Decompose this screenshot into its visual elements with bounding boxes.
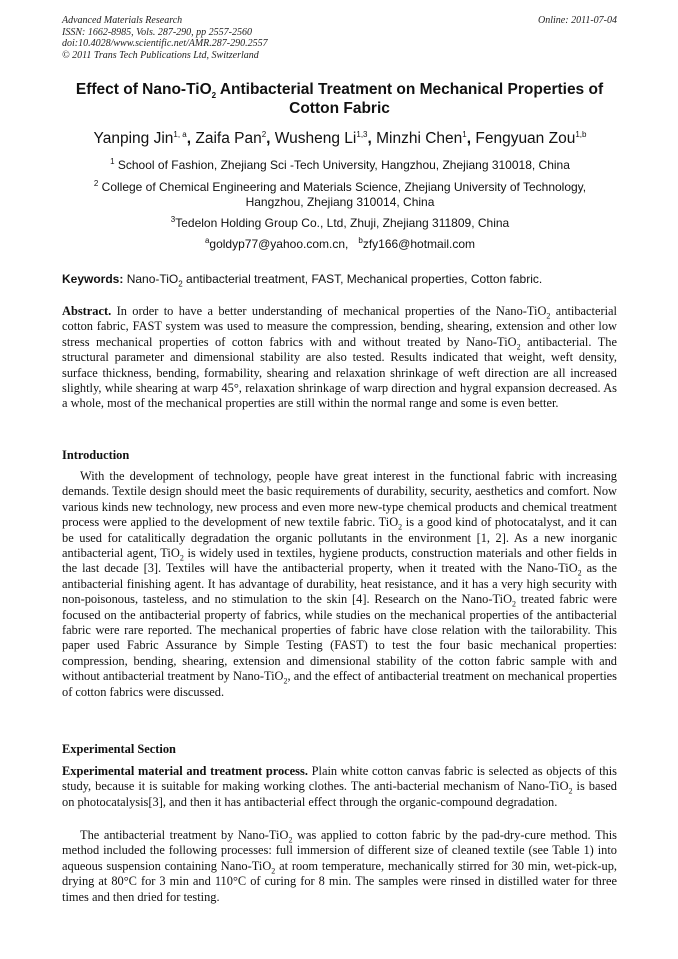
abstract-label: Abstract. [62, 304, 112, 318]
online-date: Online: 2011-07-04 [538, 15, 617, 26]
keywords: Keywords: Nano-TiO$_2$ antibacterial treatment, FAST, Mechanical properties, Cotton fabric. [62, 272, 543, 289]
author: Wusheng Li [274, 130, 357, 147]
doi-line: doi:10.4028/www.scientific.net/AMR.287-290.2557 [62, 38, 268, 49]
email-a: goldyp77@yahoo.com.cn, [209, 237, 349, 251]
paper-title: Effect of Nano-TiO$_2$ Antibacterial Treatment on Mechanical Properties of Cotton Fabric [75, 81, 604, 117]
experimental-paragraph-2: The antibacterial treatment by Nano-TiO$_2$ was applied to cotton fabric by the pad-dry-cure method. This method included the following processes: full immersion of different size of cleaned textile (see Table 1) into aqueous suspension containing Nano-TiO$_2$ at room temperature, mechanically stirred for 30 min, wet-pick-up, drying at 80°C for 3 min and 110°C of curing for 8 min. The samples were rinsed in distilled water for three times and then dried for testing. [62, 828, 617, 904]
experimental-subheading: Experimental material and treatment process. [62, 764, 308, 778]
email-b: zfy166@hotmail.com [362, 237, 476, 251]
author: Zaifa Pan [195, 130, 262, 147]
abstract: Abstract. In order to have a better understanding of mechanical properties of the Nano-TiO$_2$ antibacterial cotton fabric, FAST system was used to measure the compression, bending, shearing, extension and other low stress mechanical properties of cotton fabrics with and without treated by Nano-TiO$_2$ antibacterial. The structural parameter and dimensional stability are also tested. Results indicated that weight, weft density, surface thickness, bending, formability, shearing and relaxation shrinkage of weft direction are all increased slightly, while shearing at warp 45°, relaxation shrinkage of warp direction and hygral expansion decreased. As a whole, most of the mechanical properties are still within the normal range and some is even better. [62, 304, 618, 411]
affiliation-2: $^2$ College of Chemical Engineering and Materials Science, Zhejiang University of Technology, Hangzhou, Zhejiang 310014, China [93, 179, 587, 209]
introduction-paragraph: With the development of technology, people have great interest in the functional fabric with increasing demands. Textile design should meet the basic requirements of durability, security, aesthetics and comfort. Now various kinds new technology, new process and even more new-type chemical products and chemical treatment process were applied to the development of new textile fabric. TiO$_2$ is a good kind of photocatalyst, and it can be used for catalitically degradation the organic pollutants in the environment [1, 2]. As a new inorganic antibacterial agent, TiO$_2$ is widely used in textiles, hygiene products, construction materials and other fields in the last decade [3]. Textiles will have the antibacterial property, when it treated with the Nano-TiO$_2$ as the antibacterial finishing agent. It has advantage of durability, heat resistance, and it has a very high security with non-poisonous, tasteless, and no stimulation to the skin [4]. Research on the Nano-TiO$_2$ treated fabric were focused on the antibacterial property of fabrics, while studies on the mechanical properties of the antibacterial fabric were rare reported. The mechanical properties of fabric have close relation with the tailorability. This paper used Fabric Assurance by Simple Testing (FAST) to test the four basic mechanical properties: compression, bending, shearing, extension and dimensional stability of the cotton fabric sample with and without antibacterial treatment by Nano-TiO$_2$, and the effect of antibacterial treatment on mechanical properties of cotton fabrics were discussed. [62, 469, 618, 699]
author-list: Yanping Jin$^{1, a}$, Zaifa Pan$^2$, Wusheng Li$^{1,3}$, Minzhi Chen$^1$, Fengyuan Zou$^{1,b}$ [93, 129, 587, 147]
issn-line: ISSN: 1662-8985, Vols. 287-290, pp 2557-2560 [62, 26, 252, 38]
keywords-label: Keywords: [62, 272, 124, 286]
journal-name: Advanced Materials Research [62, 15, 183, 26]
copyright-line: © 2011 Trans Tech Publications Ltd, Switzerland [62, 49, 259, 61]
affiliation-3: $^3$Tedelon Holding Group Co., Ltd, Zhuji, Zhejiang 311809, China [170, 215, 510, 230]
introduction-heading: Introduction [62, 448, 130, 462]
author: Yanping Jin [93, 130, 174, 147]
affiliation-1: $^1$ School of Fashion, Zhejiang Sci -Tech University, Hangzhou, Zhejiang 310018, China [110, 157, 570, 172]
experimental-paragraph-1: Experimental material and treatment process. Plain white cotton canvas fabric is selected as objects of this study, because it is suitable for making working clothes. The anti-bacterial mechanism of Nano-TiO$_2$ is based on photocatalysis[3], and then it has antibacterial effect through the organic-compound degradation. [62, 764, 618, 809]
author-emails: $^a$goldyp77@yahoo.com.cn, $^b$zfy166@hotmail.com [204, 236, 476, 251]
experimental-heading: Experimental Section [62, 742, 176, 756]
journal-header [62, 15, 617, 61]
author: Fengyuan Zou [475, 130, 576, 147]
author: Minzhi Chen [376, 130, 463, 147]
